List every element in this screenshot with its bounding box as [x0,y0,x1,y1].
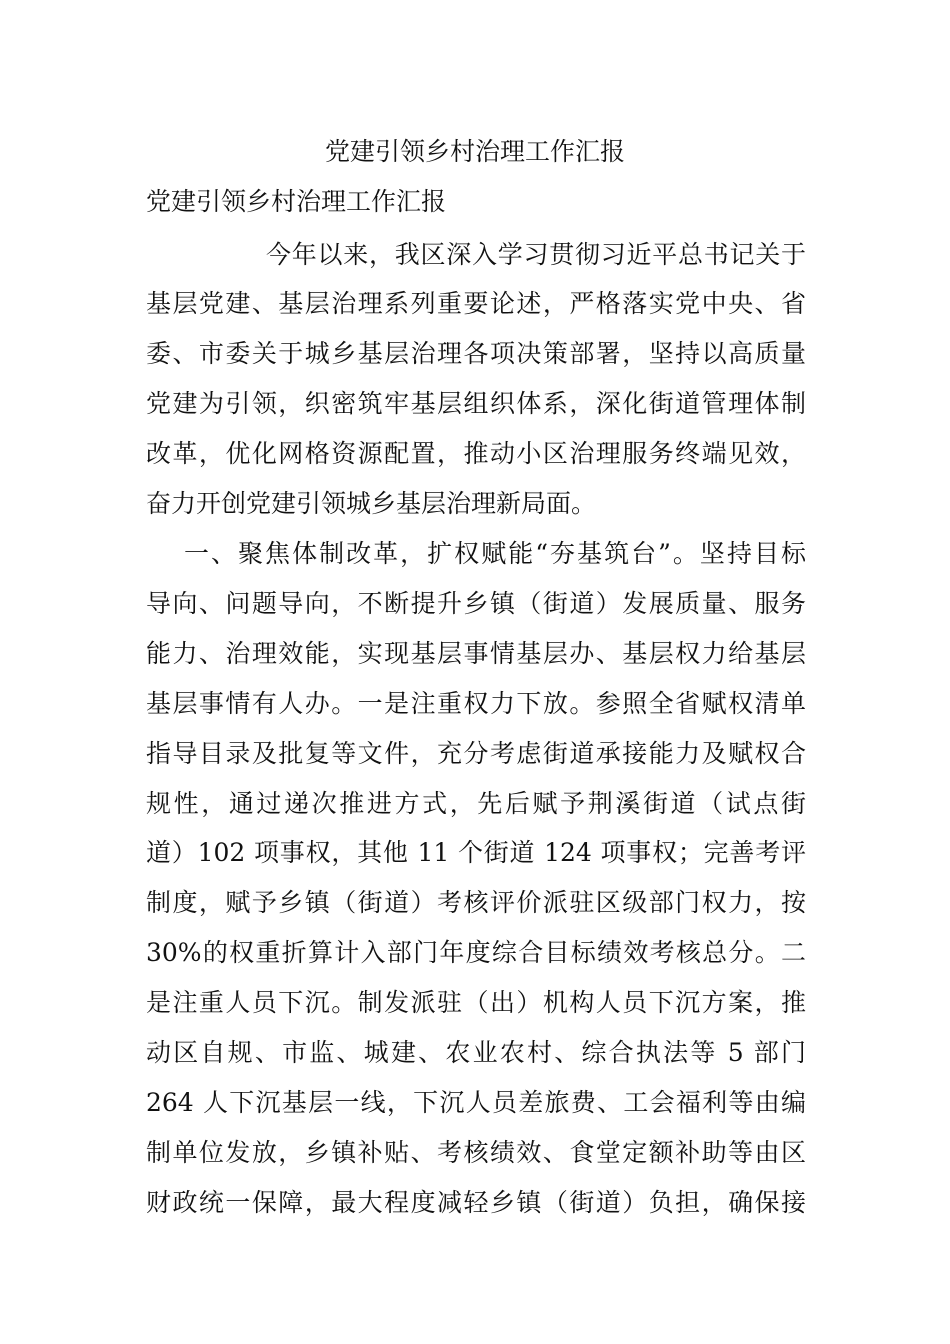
paragraph-line: 基层党建、基层治理系列重要论述，严格落实党中央、省 [146,289,806,318]
paragraph-line: 改革，优化网格资源配置，推动小区治理服务终端见效， [146,439,806,468]
paragraph-line: 今年以来，我区深入学习贯彻习近平总书记关于 [266,240,806,269]
paragraph-line: 党建为引领，织密筑牢基层组织体系，深化街道管理体制 [146,389,806,418]
paragraph-line: 财政统一保障，最大程度减轻乡镇（街道）负担，确保接 [146,1188,806,1217]
paragraph-line: 规性，通过递次推进方式，先后赋予荆溪街道（试点街 [146,789,806,818]
paragraph-line: 264 人下沉基层一线，下沉人员差旅费、工会福利等由编 [146,1088,806,1117]
paragraph-line: 制单位发放，乡镇补贴、考核绩效、食堂定额补助等由区 [146,1138,806,1167]
paragraph-line: 委、市委关于城乡基层治理各项决策部署，坚持以高质量 [146,339,806,368]
paragraph-line: 奋力开创党建引领城乡基层治理新局面。 [146,489,597,518]
paragraph-line: 一、聚焦体制改革，扩权赋能“夯基筑台”。坚持目标 [184,539,806,568]
paragraph-line: 动区自规、市监、城建、农业农村、综合执法等 5 部门 [146,1038,806,1067]
document-subtitle: 党建引领乡村治理工作汇报 [146,187,447,216]
paragraph-line: 30%的权重折算计入部门年度综合目标绩效考核总分。二 [146,938,806,967]
paragraph-line: 导向、问题导向，不断提升乡镇（街道）发展质量、服务 [146,589,806,618]
paragraph-line: 制度，赋予乡镇（街道）考核评价派驻区级部门权力，按 [146,888,806,917]
paragraph-line: 道）102 项事权，其他 11 个街道 124 项事权；完善考评 [146,838,806,867]
page-title: 党建引领乡村治理工作汇报 [324,137,625,166]
paragraph-line: 能力、治理效能，实现基层事情基层办、基层权力给基层 [146,639,806,668]
paragraph-line: 指导目录及批复等文件，充分考虑街道承接能力及赋权合 [146,739,806,768]
paragraph-line: 基层事情有人办。一是注重权力下放。参照全省赋权清单 [146,689,806,718]
paragraph-line: 是注重人员下沉。制发派驻（出）机构人员下沉方案，推 [146,988,806,1017]
